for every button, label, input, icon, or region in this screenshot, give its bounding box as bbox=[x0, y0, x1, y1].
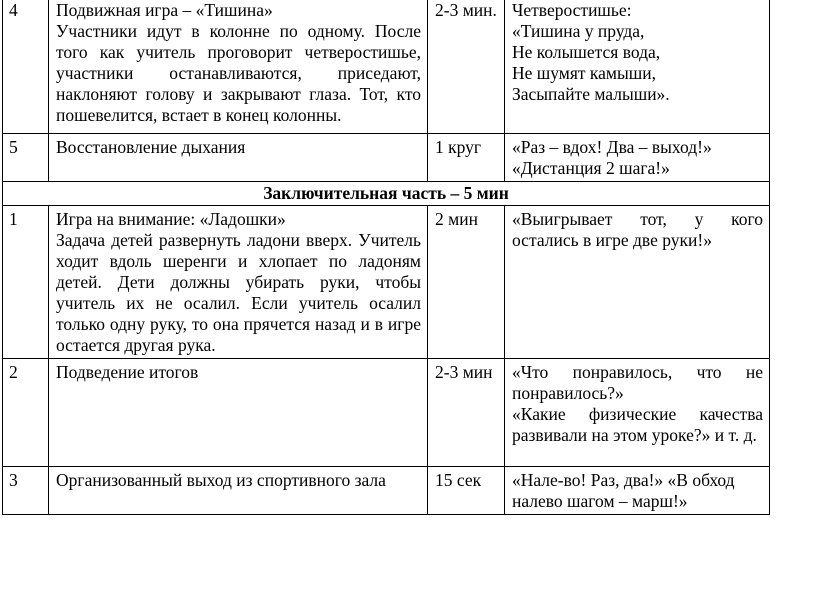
lesson-plan-table bbox=[2, 0, 770, 515]
time-cell: 1 круг bbox=[428, 134, 505, 182]
time-cell: 2-3 мин bbox=[428, 359, 505, 467]
activity-cell bbox=[49, 206, 428, 359]
note-cell bbox=[505, 467, 770, 515]
row-number: 1 bbox=[3, 206, 49, 359]
table-row bbox=[3, 206, 770, 359]
activity-title: Подвижная игра – «Тишина» bbox=[56, 0, 273, 20]
time-cell: 2 мин bbox=[428, 206, 505, 359]
note-line: «Дистанция 2 шага!» bbox=[512, 158, 670, 178]
table-row bbox=[3, 467, 770, 515]
note-line: «Выигрывает тот, у кого остались в игре две руки!» bbox=[512, 209, 763, 250]
activity-title: Подведение итогов bbox=[56, 362, 199, 382]
note-line: Не колышется вода, bbox=[512, 42, 661, 62]
activity-cell bbox=[49, 467, 428, 515]
activity-description: Участники идут в колонне по одному. После того как учитель проговорит четверостишье, участники останавливаются, приседают, наклоняют голову и закрывают глаза. Тот, кто пошевелится, встает в конец колонны. bbox=[56, 21, 421, 125]
row-number: 5 bbox=[3, 134, 49, 182]
table-row bbox=[3, 134, 770, 182]
note-line: «Раз – вдох! Два – выход!» bbox=[512, 137, 712, 157]
time-cell: 15 сек bbox=[428, 467, 505, 515]
section-header-row bbox=[3, 182, 770, 206]
time-cell: 2-3 мин. bbox=[428, 0, 505, 134]
note-cell bbox=[505, 359, 770, 467]
note-cell bbox=[505, 134, 770, 182]
row-number: 4 bbox=[3, 0, 49, 134]
note-line: «Какие физические качества развивали на этом уроке?» и т. д. bbox=[512, 404, 763, 445]
note-line: Четверостишье: bbox=[512, 0, 632, 20]
note-line: Не шумят камыши, bbox=[512, 63, 656, 83]
table-row bbox=[3, 359, 770, 467]
note-cell bbox=[505, 206, 770, 359]
note-line: «Нале-во! Раз, два!» «В обход налево шагом – марш!» bbox=[512, 470, 735, 511]
activity-cell bbox=[49, 0, 428, 134]
activity-title: Игра на внимание: «Ладошки» bbox=[56, 209, 286, 229]
note-line: «Тишина у пруда, bbox=[512, 21, 645, 41]
section-header: Заключительная часть – 5 мин bbox=[3, 182, 770, 206]
activity-description: Задача детей развернуть ладони вверх. Учитель ходит вдоль шеренги и хлопает по ладоням детей. Дети должны убирать руки, чтобы учитель их не осалил. Если учитель осалил только одну руку, то она прячется назад и в игре остается другая рука. bbox=[56, 230, 421, 355]
note-cell bbox=[505, 0, 770, 134]
activity-cell bbox=[49, 359, 428, 467]
activity-title: Восстановление дыхания bbox=[56, 137, 246, 157]
activity-title: Организованный выход из спортивного зала bbox=[56, 470, 386, 490]
note-line: «Что понравилось, что не понравилось?» bbox=[512, 362, 763, 403]
row-number: 3 bbox=[3, 467, 49, 515]
table-row bbox=[3, 0, 770, 134]
row-number: 2 bbox=[3, 359, 49, 467]
activity-cell bbox=[49, 134, 428, 182]
note-line: Засыпайте малыши». bbox=[512, 84, 670, 104]
